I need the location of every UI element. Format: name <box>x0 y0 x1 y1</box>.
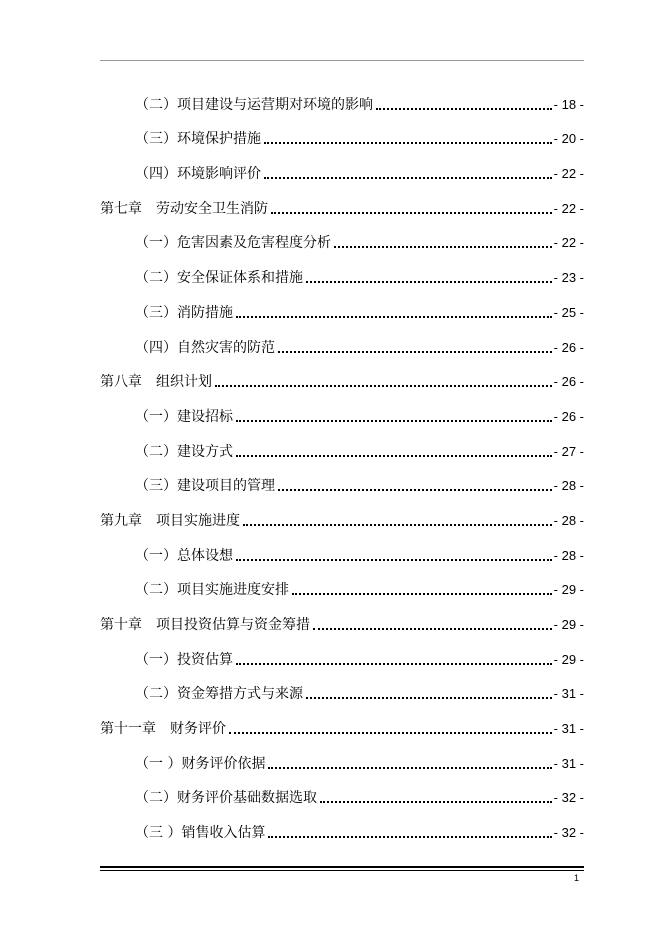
toc-page-number: - 22 - <box>553 235 584 251</box>
toc-chapter[interactable] <box>100 600 584 635</box>
toc-page-number: - 29 - <box>553 582 584 598</box>
toc-page-number: - 25 - <box>553 304 584 320</box>
dot-leader <box>215 385 552 387</box>
toc-entry-label: （一）投资估算 <box>135 651 233 668</box>
toc-entry[interactable] <box>100 808 584 843</box>
dot-leader <box>306 697 552 699</box>
toc-page-number: - 28 - <box>553 512 584 528</box>
toc-entry-label: （三）建设项目的管理 <box>135 478 275 495</box>
toc-entry-label: （二）资金筹措方式与来源 <box>135 686 303 703</box>
dot-leader <box>306 281 552 283</box>
dot-leader <box>376 108 552 110</box>
table-of-contents <box>100 80 584 843</box>
toc-page-number: - 31 - <box>553 721 584 737</box>
toc-page-number: - 26 - <box>553 408 584 424</box>
toc-chapter[interactable] <box>100 496 584 531</box>
toc-entry[interactable] <box>100 392 584 427</box>
toc-entry[interactable] <box>100 253 584 288</box>
toc-entry[interactable] <box>100 219 584 254</box>
toc-entry-label: （二）安全保证体系和措施 <box>135 270 303 287</box>
toc-entry-label: （二）项目建设与运营期对环境的影响 <box>135 96 373 113</box>
toc-page-number: - 20 - <box>553 131 584 147</box>
dot-leader <box>236 455 552 457</box>
toc-entry-label: （四）自然灾害的防范 <box>135 339 275 356</box>
toc-entry[interactable] <box>100 670 584 705</box>
header-rule <box>100 60 584 61</box>
dot-leader <box>229 732 552 734</box>
toc-entry-label: （二）项目实施进度安排 <box>135 582 289 599</box>
toc-entry-label: （一）总体设想 <box>135 547 233 564</box>
toc-chapter[interactable] <box>100 358 584 393</box>
dot-leader <box>271 212 552 214</box>
toc-page-number: - 31 - <box>553 755 584 771</box>
dot-leader <box>292 593 552 595</box>
toc-page-number: - 28 - <box>553 547 584 563</box>
toc-page-number: - 32 - <box>553 825 584 841</box>
dot-leader <box>313 628 552 630</box>
dot-leader <box>264 142 552 144</box>
toc-entry-label: 第十一章 财务评价 <box>100 721 226 738</box>
toc-entry-label: （三）消防措施 <box>135 304 233 321</box>
toc-entry-label: （三）环境保护措施 <box>135 131 261 148</box>
toc-entry[interactable] <box>100 323 584 358</box>
dot-leader <box>236 559 552 561</box>
footer-rule-thick <box>100 866 584 868</box>
dot-leader <box>320 801 552 803</box>
toc-page-number: - 29 - <box>553 651 584 667</box>
toc-entry-label: （二）建设方式 <box>135 443 233 460</box>
toc-entry-label: （二）财务评价基础数据选取 <box>135 790 317 807</box>
toc-entry[interactable] <box>100 80 584 115</box>
toc-chapter[interactable] <box>100 704 584 739</box>
toc-entry-label: 第十章 项目投资估算与资金筹措 <box>100 617 310 633</box>
dot-leader <box>243 524 552 526</box>
toc-entry[interactable] <box>100 739 584 774</box>
toc-page-number: - 28 - <box>553 478 584 494</box>
toc-entry-label: 第九章 项目实施进度 <box>100 512 240 529</box>
dot-leader <box>236 316 552 318</box>
toc-entry[interactable] <box>100 635 584 670</box>
toc-entry-label: （一 ）财务评价依据 <box>135 755 266 772</box>
toc-entry-label: （一）危害因素及危害程度分析 <box>135 235 331 252</box>
dot-leader <box>236 420 552 422</box>
toc-entry[interactable] <box>100 566 584 601</box>
dot-leader <box>268 767 551 769</box>
dot-leader <box>236 663 552 665</box>
toc-page-number: - 32 - <box>553 790 584 806</box>
toc-page-number: - 27 - <box>553 443 584 459</box>
toc-entry[interactable] <box>100 462 584 497</box>
toc-entry[interactable] <box>100 288 584 323</box>
toc-page-number: - 22 - <box>553 200 584 216</box>
dot-leader <box>278 489 552 491</box>
dot-leader <box>278 351 552 353</box>
toc-page-number: - 29 - <box>553 617 584 632</box>
toc-page-number: - 23 - <box>553 270 584 286</box>
dot-leader <box>268 836 551 838</box>
toc-entry[interactable] <box>100 149 584 184</box>
toc-entry[interactable] <box>100 531 584 566</box>
dot-leader <box>334 246 552 248</box>
toc-entry[interactable] <box>100 774 584 809</box>
dot-leader <box>264 177 552 179</box>
toc-entry-label: 第八章 组织计划 <box>100 374 212 391</box>
toc-page-number: - 22 - <box>553 166 584 182</box>
toc-entry-label: （四）环境影响评价 <box>135 166 261 183</box>
toc-page-number: - 31 - <box>553 686 584 702</box>
toc-entry-label: （一）建设招标 <box>135 408 233 425</box>
toc-entry-label: 第七章 劳动安全卫生消防 <box>100 200 268 217</box>
footer-page-number: 1 <box>574 873 580 883</box>
toc-page-number: - 26 - <box>553 339 584 355</box>
toc-entry-label: （三 ）销售收入估算 <box>135 825 266 842</box>
toc-entry[interactable] <box>100 115 584 150</box>
toc-entry[interactable] <box>100 427 584 462</box>
toc-page-number: - 18 - <box>553 96 584 112</box>
footer-rule-thin <box>100 870 584 871</box>
toc-chapter[interactable] <box>100 184 584 219</box>
toc-page-number: - 26 - <box>553 374 584 390</box>
